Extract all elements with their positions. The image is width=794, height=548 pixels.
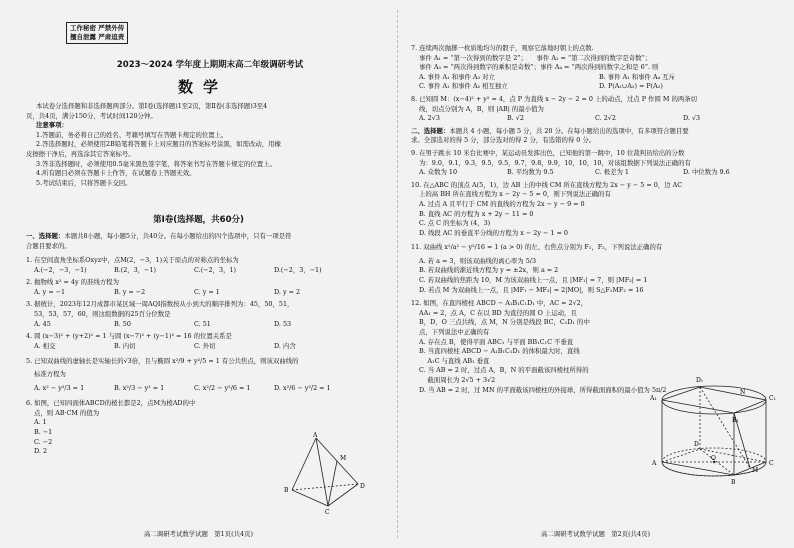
instructions: [26, 102, 381, 188]
q11-option-b: B. 若双曲线的渐近线方程为 y = ±2x，则 a = 2: [419, 266, 559, 275]
q3-stem-2: 53，53，57，60，则这组数据的25百分位数是: [34, 309, 171, 318]
q10-option-c: C. 点 C 的坐标为 (4，3): [419, 219, 491, 228]
tetra-label-a: A: [313, 432, 318, 439]
q1-option-c: C.(−2，3，1): [194, 265, 237, 274]
tetra-label-d: D: [360, 483, 365, 490]
q12-line-2: AA₁ = 2，点 A，C 在以 BD 为直径的圆 O 上运动，且: [419, 308, 577, 317]
q12-line-4: 点，下列说法中正确的有: [419, 328, 490, 337]
part1-title: 第Ⅰ卷(选择题，共60分): [153, 215, 244, 225]
q10-option-d: D. 线段 AC 的垂直平分线的方程为 x − 2y − 1 = 0: [419, 228, 568, 237]
q10-option-a: A. 过点 A 且平行于 CM 的直线的方程为 2x − y − 9 = 0: [419, 199, 585, 208]
q5-option-a: A. x² − y²/3 = 1: [34, 383, 85, 392]
q9-option-a: A. 众数为 10: [419, 168, 458, 177]
q2-option-a: A. y = −1: [34, 287, 66, 296]
questions-1-6: [26, 256, 381, 457]
q11-option-d: D. 若点 M 为双曲线上一点，且 |MF₁ − MF₂| = 2|MO|，则 S△F₁MF₂ = 16: [419, 285, 644, 294]
q1-option-d: D.(−2，3，−1): [274, 265, 322, 274]
q4-stem: 4. 圆 (x−3)² + (y+2)² = 1 与圆 (x−7)² + (y−1)² = 16 的位置关系是: [26, 332, 232, 341]
q6-option-a: A. 1: [34, 418, 47, 427]
q8-option-a: A. 2√3: [419, 114, 440, 123]
q3-option-c: C. 51: [194, 319, 211, 328]
note-1: 1.答题前，务必将自己的姓名、考籍号填写在答题卡规定的位置上。: [36, 130, 228, 139]
exam-header-title: 2023～2024 学年度上期期末高二年级调研考试: [116, 60, 304, 70]
q12-line-1: 12. 如图，在直四棱柱 ABCD − A₁B₁C₁D₁ 中，AC = 2√2，: [411, 299, 588, 308]
q12-line-3: B，D，O 三点共线，点 M，N 分别是线段 BC，C₁D₁ 的中: [419, 318, 590, 327]
prism-label-o: O: [711, 455, 716, 462]
q9-option-c: C. 极差为 1: [595, 168, 629, 177]
q12-option-c: C. 当 AB = 2 时，过点 A，B，N 的平面截该四棱柱所得的: [419, 366, 589, 375]
section1-head: 一、选择题：: [26, 232, 65, 240]
q7-line-3: 事件 A₃ = “两次得到数字的乘积是奇数”；事件 A₄ = “两次得到的数字之和是 6”. 则: [419, 63, 659, 72]
q9-option-d: D. 中位数为 9.6: [683, 168, 730, 177]
exam-subject: 数学: [178, 78, 229, 96]
q12-option-b: B. 当直四棱柱 ABCD − A₁B₁C₁D₁ 的体积最大时，直线: [419, 347, 580, 356]
q10-line-2: 上的高 BH 所在直线方程为 x − 2y − 5 = 0，则下列说法正确的有: [419, 190, 611, 199]
prism-label-d1: D₁: [696, 377, 704, 384]
q7-line-2: 事件 A₁ = “第一次得到的数字是 2”； 事件 A₂ = “第二次得到的数字是奇数”；: [419, 53, 652, 62]
q6-option-b: B. −1: [34, 427, 53, 436]
q3-option-a: A. 45: [34, 319, 51, 328]
stamp-line-1: 工作秘密 严禁外传: [70, 24, 125, 32]
q11-option-c: C. 若双曲线的焦距为 10，M 为该双曲线上一点，且 |MF₁| = 7，则 |MF₂| = 1: [419, 276, 648, 285]
q4-option-a: A. 相交: [34, 341, 56, 350]
q5-stem: 5. 已知双曲线的虚轴长是实轴长的√3倍，且与椭圆 x²/9 + y²/5 = 1 有公共焦点，则该双曲线的: [26, 357, 299, 366]
q2-option-c: C. y = 1: [194, 287, 220, 296]
questions-7-12: [411, 44, 781, 395]
intro-line-2: 页，共4页，满分150分，考试时间120分钟。: [26, 111, 157, 120]
q8-option-b: B. √2: [507, 114, 524, 123]
q12-option-a: A. 存在点 B，使得平面 ABC₁ 与平面 BB₁C₁C 不垂直: [419, 337, 574, 346]
intro-line-1: 本试卷分选择题和非选择题两部分。第Ⅰ卷(选择题)1至2页，第Ⅱ卷(非选择题)3至4: [36, 102, 268, 110]
tetra-label-c: C: [325, 509, 330, 514]
note-2a: 2.答选择题时，必须使用2B铅笔将答题卡上对应题目的答案标号涂黑，如需改动，用橡: [36, 140, 281, 149]
q2-option-d: D. y = 2: [274, 287, 301, 296]
prism-label-d: D: [694, 441, 699, 448]
q8-line-1: 8. 已知圆 M：(x−4)² + y² = 4，点 P 为直线 x − 2y − 2 = 0 上的动点，过点 P 作圆 M 的两条切: [411, 94, 698, 103]
q11-option-a: A. 若 a = 3，则该双曲线的离心率为 5/3: [419, 256, 537, 265]
q12-option-d: D. 当 AB = 2 时，过 MN 的平面截该四棱柱的外接球，所得截面面积的最小值为 5π/2: [419, 385, 667, 394]
q3-stem: 3. 据统计，2023年12月成都市某区域一周AQI指数按从小到大的顺序排列为：45，50，51，: [26, 300, 294, 309]
prism-label-b1: B₁: [732, 417, 739, 424]
q3-option-d: D. 53: [274, 319, 292, 328]
tetrahedron-figure: [278, 432, 370, 514]
section1-text-1: 本题共8小题，每小题5分，共40分。在每小题给出的四个选项中，只有一项是符: [64, 232, 292, 240]
q10-line-1: 10. 在△ABC 的顶点 A(5，1)，边 AB 上的中线 CM 所在直线方程为 2x − y − 5 = 0，边 AC: [411, 180, 683, 189]
q4-option-b: B. 内切: [114, 341, 136, 350]
q4-option-c: C. 外切: [194, 341, 216, 350]
section1-intro: [26, 232, 381, 251]
prism-label-c: C: [769, 460, 774, 467]
q2-option-b: B. y = −2: [114, 287, 146, 296]
q12-option-b-cont: A₁C 与直线 AB₁ 垂直: [419, 356, 490, 365]
notes-title: 注意事项：: [36, 121, 68, 130]
q7-option-c: C. 事件 A₁ 和事件 A₂ 相互独立: [419, 82, 508, 91]
section2-text-2: 求。全部选对的得 5 分，部分选对的得 2 分，有选错的得 0 分。: [411, 136, 596, 145]
q9-line-2: 为：9.0，9.1，9.3，9.5，9.5，9.7，9.8，9.9，10，10，10，对该组数据下列说法正确的有: [419, 158, 691, 167]
footer-page-2: 高二调研考试数学试题 第2页(共4页): [541, 530, 650, 538]
note-5: 5.考试结束后，只将答题卡交回。: [36, 178, 132, 187]
q7-line-1: 7. 连续两次抛掷一枚质地均匀的骰子，观察它落地时朝上的点数.: [411, 44, 594, 52]
prism-figure: [648, 370, 786, 488]
q5-stem-2: 标准方程为: [34, 369, 66, 378]
footer-page-1: 高二调研考试数学试题 第1页(共4页): [144, 530, 253, 538]
q11-line-1: 11. 双曲线 x²/a² − y²/16 = 1 (a > 0) 的左、右焦点分别为 F₁，F₂，下列说法正确的有: [411, 243, 663, 252]
section2-text-1: 本题共 4 小题，每小题 5 分，共 20 分。在每小题给出的选项中，有多项符合题目要: [449, 126, 689, 135]
section1-text-2: 合题目要求的。: [26, 241, 71, 250]
q7-option-d: D. P(A₁∪A₂) = P(A₂): [599, 82, 663, 91]
q9-line-1: 9. 在男子跳水 10 米台比赛中，某运动员发挥出色，已知他的第一跳中，10 位裁判员给出的分数: [411, 148, 685, 157]
q10-option-b: B. 直线 AC 的方程为 x + 2y − 11 = 0: [419, 209, 534, 218]
q9-option-b: B. 平均数为 9.5: [507, 168, 554, 177]
stamp-line-2: 擅自泄露 严肃追责: [70, 33, 125, 41]
q6-option-d: D. 2: [34, 447, 48, 456]
confidential-stamp: [66, 22, 128, 44]
q1-stem: 1. 在空间直角坐标系Oxyz中，点M(2，−3，1)关于原点的对称点的坐标为: [26, 256, 239, 264]
q1-option-b: B.(2，3，−1): [114, 265, 157, 274]
q1-option-a: A.(−2，−3，−1): [34, 265, 87, 274]
q8-option-c: C. 2√2: [595, 114, 616, 123]
tetra-label-m: M: [340, 455, 347, 462]
q8-option-d: D. √3: [683, 114, 701, 123]
prism-label-m: M: [752, 467, 759, 474]
q7-option-b: B. 事件 A₁ 和事件 A₄ 互斥: [599, 72, 675, 81]
q6-stem-2: 点，则 AB·CM 的值为: [34, 408, 100, 417]
prism-label-c1: C₁: [769, 395, 776, 402]
prism-label-a: A: [652, 460, 657, 467]
q5-option-b: B. x²/3 − y² = 1: [114, 383, 165, 392]
q2-stem: 2. 抛物线 x² = 4y 的准线方程为: [26, 278, 119, 287]
q5-option-c: C. x²/2 − y²/6 = 1: [194, 383, 251, 392]
tetra-label-b: B: [284, 487, 289, 494]
q6-option-c: C. −2: [34, 437, 53, 446]
q8-line-2: 线，切点分别为 A，B，则 |AB| 的最小值为: [419, 104, 544, 113]
prism-label-a1: A₁: [650, 395, 657, 402]
prism-label-n: N: [740, 389, 746, 396]
note-3: 3.答非选择题时，必须使用0.5毫米黑色签字笔，将答案书写在答题卡规定的位置上。: [36, 159, 276, 168]
q5-option-d: D. x²/6 − y²/2 = 1: [274, 383, 331, 392]
note-4: 4.所有题目必须在答题卡上作答，在试题卷上答题无效。: [36, 169, 196, 178]
q7-option-a: A. 事件 A₁ 和事件 A₃ 对立: [419, 72, 495, 81]
section2-head: 二、选择题：: [411, 126, 450, 135]
note-2b: 皮擦擦干净后，再选涂其它答案标号。: [26, 149, 135, 158]
q4-option-d: D. 内含: [274, 341, 296, 350]
prism-label-b: B: [731, 479, 736, 486]
q3-option-b: B. 50: [114, 319, 131, 328]
q12-option-c-cont: 截面周长为 2√5 + 3√2: [419, 376, 496, 384]
q6-stem: 6. 如图，已知四面体ABCD的棱长都是2，点M为棱AD的中: [26, 399, 196, 408]
